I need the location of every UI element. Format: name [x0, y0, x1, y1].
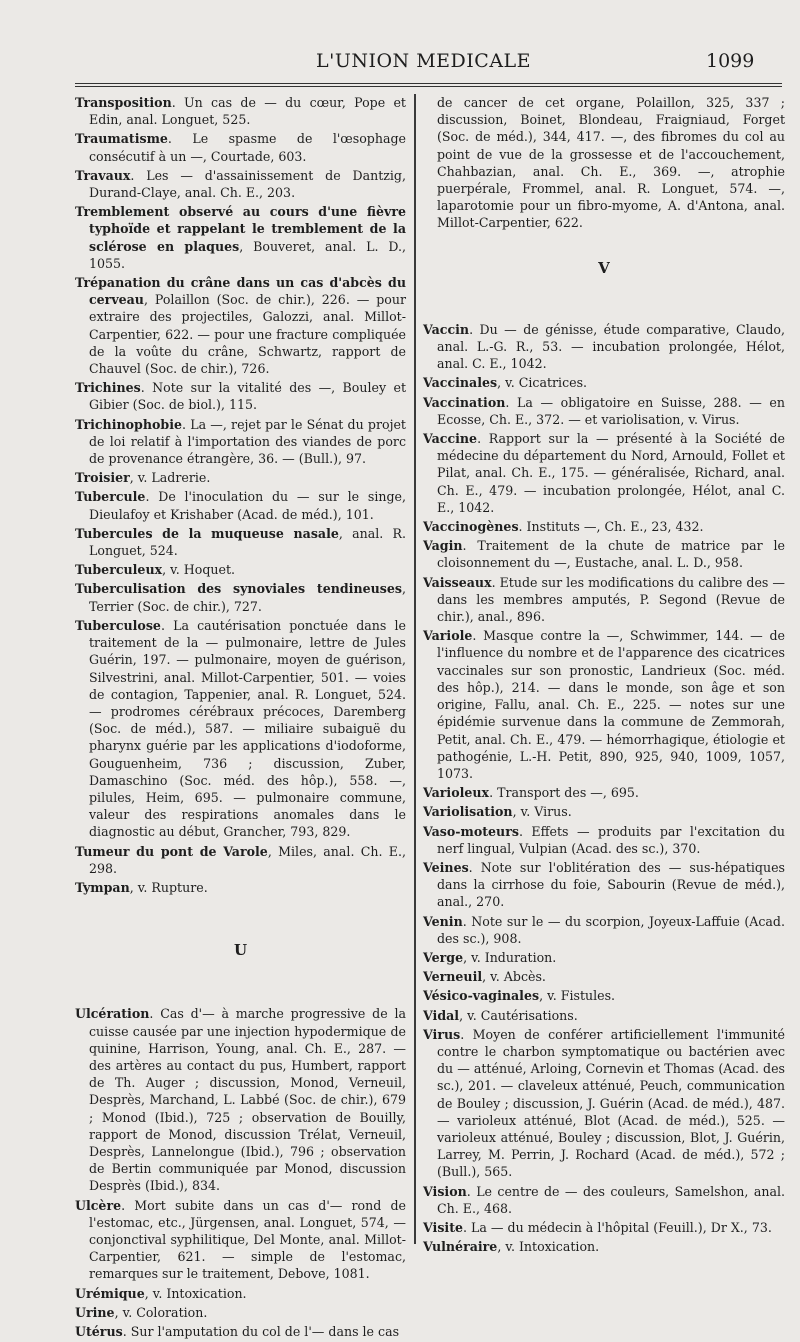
entry-headword: Vulnéraire [423, 1239, 498, 1255]
index-entry: Utérus. Sur l'amputation du col de l'— dans le cas [75, 1324, 400, 1339]
index-entry: Tremblement observé au cours d'une fièvre typhoïde et rappelant le tremblement de la sclérose en plaques, Bouveret, anal. L. D., 1055. [75, 204, 406, 271]
index-entry: Trépanation du crâne dans un cas d'abcès du cerveau, Polaillon (Soc. de chir.), 226. — pour extraire des projectiles, Galozzi, anal. Millot-Carpentier, 622. — pour une fracture compliquée de la voûte du crâne, Schwartz, rapport de Chauvel (Soc. de chir.), 726. [75, 275, 406, 377]
index-entry: Troisier, v. Ladrerie. [75, 470, 211, 486]
page-number: 1099 [706, 50, 755, 72]
left-column [75, 94, 406, 1342]
index-entry: Visite. La — du médecin à l'hôpital (Feuill.), Dr X., 73. [423, 1219, 772, 1235]
index-entry: Urine, v. Coloration. [75, 1304, 208, 1320]
index-entry: Tumeur du pont de Varole, Miles, anal. Ch. E., 298. [75, 843, 407, 876]
entry-headword: Vagin [423, 538, 463, 554]
section-letter-v: V [598, 258, 610, 277]
entry-headword: Tympan [75, 879, 130, 895]
entry-headword: Ulcère [75, 1197, 122, 1213]
entry-headword: Verge [423, 949, 464, 965]
continued-entry: de cancer de cet organe, Polaillon, 325, 337 ; discussion, Boinet, Blondeau, Fraigniaud, Forget (Soc. de méd.), 344, 417. —, des fibromes du col au point de vue de la grossesse et de l'accouchement, Chahbazian, anal. Ch. E., 369. —, atrophie puerpérale, Frommel, anal. R. Longuet, 574. —, laparotomie pour un fibro-myome, A. d'Antona, anal. Millot-Carpentier, 622. [437, 95, 785, 231]
index-entry: Trichinophobie. La —, rejet par le Sénat du projet de loi relatif à l'importation des viandes de porc de provenance étrangère, 36. — (Bull.), 97. [75, 416, 406, 467]
index-entry: Verge, v. Induration. [423, 949, 557, 965]
entry-headword: Vésico-vaginales [423, 988, 540, 1004]
entry-headword: Ulcération [75, 1006, 150, 1022]
index-entry: Vagin. Traitement de la chute de matrice par le cloisonnement du —, Eustache, anal. L. D., 958. [423, 538, 785, 571]
index-entry: Vaccinales, v. Cicatrices. [423, 375, 588, 391]
entry-headword: Variolisation [423, 804, 513, 820]
entry-headword: Travaux [75, 167, 131, 183]
index-entry: Vaisseaux. Etude sur les modifications du calibre des — dans les membres amputés, P. Segond (Revue de chir.), anal., 896. [423, 574, 785, 625]
index-entry: Veines. Note sur l'oblitération des — sus-hépatiques dans la cirrhose du foie, Sabourin (Revue de méd.), anal., 270. [423, 859, 785, 910]
index-entry: Tuberculisation des synoviales tendineuses, Terrier (Soc. de chir.), 727. [75, 581, 406, 614]
entry-headword: Troisier [75, 470, 130, 486]
index-entry: Vaso-moteurs. Effets — produits par l'excitation du nerf lingual, Vulpian (Acad. des sc.), 370. [423, 823, 785, 856]
entry-headword: Varioleux [423, 785, 490, 801]
entry-headword: Traumatisme [75, 131, 168, 147]
entry-headword: Urémique [75, 1285, 145, 1301]
entry-headword: Trichinophobie [75, 416, 183, 432]
entry-headword: Vaccinales [423, 375, 498, 391]
entry-headword: Trichines [75, 380, 141, 396]
entry-headword: Vaccination [423, 394, 506, 410]
entry-headword: Vaccine [423, 431, 478, 447]
column-divider [414, 94, 416, 1244]
entry-headword: Virus [423, 1026, 461, 1042]
entry-headword: Tubercule [75, 489, 146, 505]
index-entry: Tubercule. De l'inoculation du — sur le singe, Dieulafoy et Krishaber (Acad. de méd.), 101. [75, 489, 406, 522]
entry-headword: Urine [75, 1304, 115, 1320]
index-entry: Vésico-vaginales, v. Fistules. [423, 988, 616, 1004]
index-entry: Urémique, v. Intoxication. [75, 1285, 247, 1301]
index-entry: Vision. Le centre de — des couleurs, Samelshon, anal. Ch. E., 468. [423, 1183, 785, 1216]
entry-headword: Transposition [75, 95, 172, 110]
entry-headword: Trépanation du crâne dans un cas d'abcès du cerveau [75, 275, 406, 308]
index-entry: Vaccine. Rapport sur la — présenté à la Société de médecine du département du Nord, Arnould, Follet et Pilat, anal. Ch. E., 175. — généralisée, Richard, anal. Ch. E., 479. — incubation prolongée, Hélot, anal C. E., 1042. [423, 431, 785, 515]
index-entry: Tympan, v. Rupture. [75, 879, 208, 895]
entry-headword: Vaso-moteurs [423, 823, 519, 839]
right-column [423, 94, 785, 1257]
index-entry: Trichines. Note sur la vitalité des —, Bouley et Gibier (Soc. de biol.), 115. [75, 380, 406, 413]
header-rule [75, 83, 782, 87]
index-entry: Vaccination. La — obligatoire en Suisse, 288. — en Ecosse, Ch. E., 372. — et variolisation, v. Virus. [423, 394, 785, 427]
index-entry: Variole. Masque contre la —, Schwimmer, 144. — de l'influence du nombre et de l'apparence des cicatrices vaccinales sur son pronostic, Landrieux (Soc. méd. des hôp.), 214. — dans le monde, son âge et son origine, Fallu, anal. Ch. E., 225. — notes sur une épidémie survenue dans la commune de Zemmorah, Petit, anal. Ch. E., 479. — hémorrhagique, étiologie et pathogénie, L.-H. Petit, 890, 925, 940, 1009, 1057, 1073. [423, 628, 785, 781]
entry-headword: Tumeur du pont de Varole [75, 843, 268, 859]
index-entry: Variolisation, v. Virus. [423, 804, 572, 820]
entry-headword: Tremblement observé au cours d'une fièvre typhoïde et rappelant le tremblement de la sclérose en plaques [75, 204, 406, 254]
index-entry: Ulcération. Cas d'— à marche progressive de la cuisse causée par une injection hypodermique de quinine, Harrison, Young, anal. Ch. E., 287. — des artères au contact du pus, Humbert, rapport de Th. Auger ; discussion, Monod, Verneuil, Desprès, Marchand, L. Labbé (Soc. de chir.), 679 ; Monod (Ibid.), 725 ; observation de Bouilly, rapport de Monod, discussion Trélat, Verneuil, Desprès, Lannelongue (Ibid.), 796 ; observation de Bertin communiquée par Monod, discussion Desprès (Ibid.), 834. [75, 1006, 406, 1194]
index-entry: Transposition. Un cas de — du cœur, Pope et Edin, anal. Longuet, 525. [75, 95, 406, 128]
index-entry: Venin. Note sur le — du scorpion, Joyeux-Laffuie (Acad. des sc.), 908. [423, 913, 785, 946]
entry-headword: Tuberculisation des synoviales tendineuses [75, 581, 402, 597]
entry-headword: Tuberculeux [75, 562, 163, 578]
index-entry: Vaccinogènes. Instituts —, Ch. E., 23, 432. [423, 519, 704, 535]
index-entry: Virus. Moyen de conférer artificiellement l'immunité contre le charbon symptomatique ou bactérien avec du — atténué, Arloing, Cornevin et Thomas (Acad. des sc.), 201. — claveleux atténué, Peuch, communication de Bouley ; discussion, J. Guérin (Acad. de méd.), 487. — varioleux atténué, Blot (Acad. de méd.), 525. — varioleux atténué, Bouley ; discussion, Blot, J. Guérin, Larrey, M. Perrin, J. Rochard (Acad. de méd.), 572 ; (Bull.), 565. [423, 1026, 785, 1180]
index-entry: Verneuil, v. Abcès. [423, 969, 546, 985]
entry-headword: Tuberculose [75, 617, 161, 633]
page-header [0, 50, 800, 84]
index-entry: Vulnéraire, v. Intoxication. [423, 1239, 600, 1255]
index-entry: Traumatisme. Le spasme de l'œsophage consécutif à un —, Courtade, 603. [75, 131, 406, 164]
index-entry: Ulcère. Mort subite dans un cas d'— rond de l'estomac, etc., Jürgensen, anal. Longuet, 574, — conjonctival syphilitique, Del Monte, anal. Millot-Carpentier, 621. — simple de l'estomac, remarques sur le traitement, Debove, 1081. [75, 1197, 406, 1282]
index-entry: Tubercules de la muqueuse nasale, anal. R. Longuet, 524. [75, 525, 407, 559]
running-title: L'UNION MEDICALE [316, 50, 532, 72]
index-entry: Tuberculose. La cautérisation ponctuée dans le traitement de la — pulmonaire, lettre de Jules Guérin, 197. — pulmonaire, moyen de guérison, Silvestrini, anal. Millot-Carpentier, 501. — voies de contagion, Tappenier, anal. R. Longuet, 524. — prodromes cérébraux précoces, Daremberg (Soc. de méd.), 587. — miliaire subaiguë du pharynx guérie par les applications d'iodoforme, Gouguenheim, 736 ; discussion, Zuber, Damaschino (Soc. méd. des hôp.), 558. —, pilules, Heim, 695. — pulmonaire commune, valeur des respirations anomales dans le diagnostic au début, Grancher, 793, 829. [75, 617, 406, 840]
index-entry: Vidal, v. Cautérisations. [423, 1007, 578, 1023]
entry-headword: Tubercules de la muqueuse nasale [75, 525, 339, 541]
index-entry: Travaux. Les — d'assainissement de Dantzig, Durand-Claye, anal. Ch. E., 203. [75, 167, 406, 201]
entry-headword: Variole [423, 628, 473, 644]
entry-headword: Vaccinogènes [423, 519, 519, 535]
index-entry: Varioleux. Transport des —, 695. [423, 785, 639, 801]
index-entry: Vaccin. Du — de génisse, étude comparative, Claudo, anal. L.-G. R., 53. — incubation prolongée, Hélot, anal. C. E., 1042. [423, 321, 785, 372]
index-entry: Tuberculeux, v. Hoquet. [75, 562, 236, 578]
entry-headword: Vaccin [423, 321, 470, 337]
entry-headword: Vaisseaux [423, 574, 492, 590]
entry-headword: Venin [423, 913, 463, 929]
entry-headword: Visite [423, 1219, 464, 1235]
entry-headword: Vidal [423, 1007, 460, 1023]
entry-headword: Veines [423, 859, 469, 875]
entry-headword: Vision [423, 1183, 467, 1199]
section-letter-u: U [233, 941, 248, 960]
entry-headword: Verneuil [423, 969, 483, 985]
entry-headword: Utérus [75, 1324, 123, 1339]
